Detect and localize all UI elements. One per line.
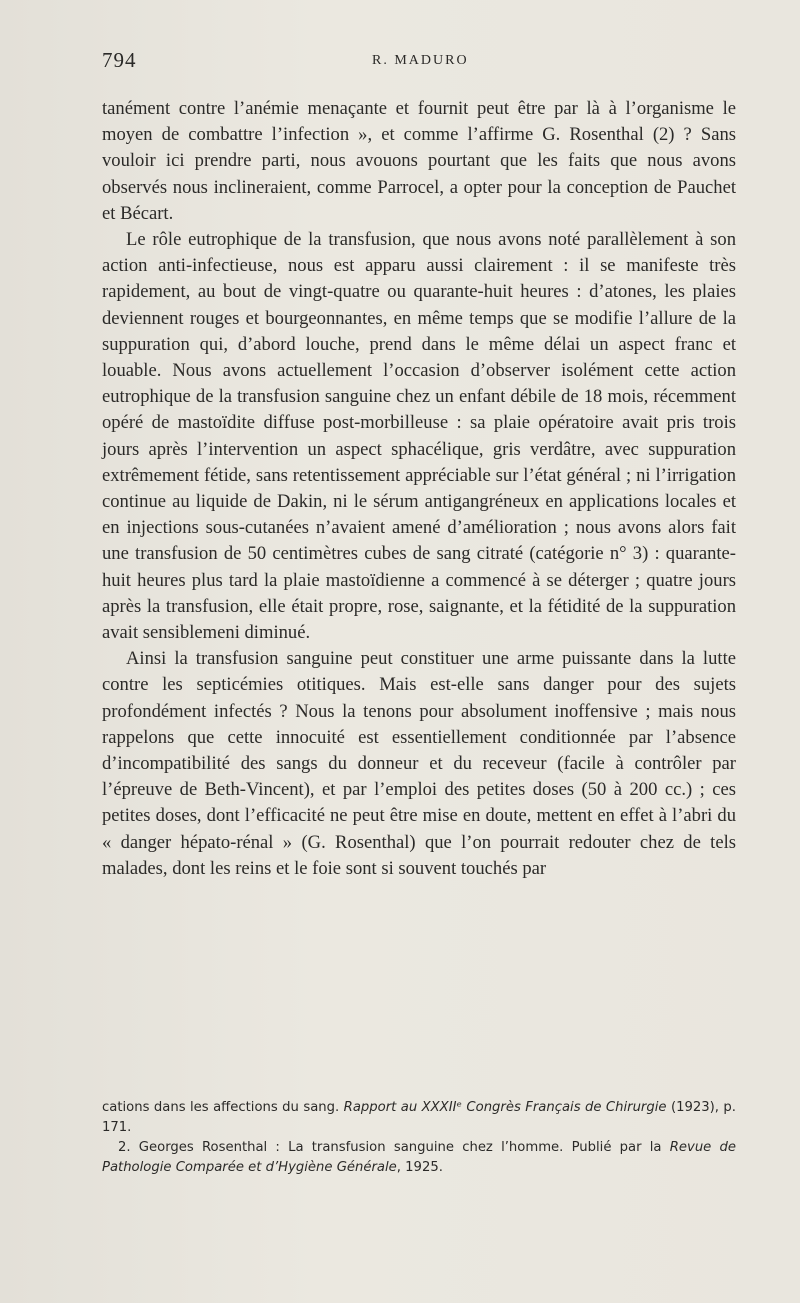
footnotes: [102, 1098, 736, 1178]
paragraph-eutrophic-role: Le rôle eutrophique de la transfusion, que nous avons noté parallèlement à son action anti-infectieuse, nous est apparu aussi clairement : il se manifeste très rapidement, au bout de vingt-quatre ou quarante-huit heures : d’atones, les plaies deviennent rouges et bourgeonnantes, en même temps que se modifie l’allure de la suppuration qui, d’abord louche, prend dans le même délai un aspect franc et louable. Nous avons actuellement l’occasion d’observer isolément cette action eutrophique de la transfusion sanguine chez un enfant débile de 18 mois, récemment opéré de mastoïdite diffuse post-morbilleuse : sa plaie opératoire avait pris trois jours après l’intervention un aspect sphacélique, gris verdâtre, avec suppuration extrêmement fétide, sans retentissement appréciable sur l’état général ; ni l’irrigation continue au liquide de Dakin, ni le sérum antigangréneux en applications locales et en injections sous-cutanées n’avaient amené d’amélioration ; nous avons alors fait une transfusion de 50 centimètres cubes de sang citraté (catégorie n° 3) : quarante-huit heures plus tard la plaie mastoïdienne a commencé à se déterger ; quatre jours après la transfusion, elle était propre, rose, saignante, et la fétidité de la suppuration avait sensiblemeni diminué.: [102, 229, 736, 644]
footnote-1-tail: (1923), p. 171.: [102, 1100, 736, 1135]
footnote-1-italic: Rapport au XXXIIᵉ Congrès Français de Chirurgie: [343, 1100, 667, 1115]
page-number: 794: [102, 48, 137, 72]
paragraph-transfusion-safety: Ainsi la transfusion sanguine peut constituer une arme puissante dans la lutte contre les septicémies otitiques. Mais est-elle sans danger pour des sujets profondément infectés ? Nous la tenons pour absolument inoffensive ; mais nous rappelons que cette innocuité est essentiellement conditionnée par l’absence d’incompatibilité des sangs du donneur et du receveur (facile à contrôler par l’épreuve de Beth-Vincent), et par l’emploi des petites doses (50 à 200 cc.) ; ces petites doses, dont l’efficacité ne peut être mise en doute, mettent en effet à l’abri du « danger hépato-rénal » (G. Rosenthal) que l’on pourrait redouter chez de tels malades, dont les reins et le foie sont si souvent touchés par: [102, 648, 736, 879]
footnote-continued: [102, 1098, 736, 1138]
running-head: R. MADURO: [372, 53, 469, 68]
footnote-2-italic: Revue de Pathologie Comparée et d’Hygiène Générale: [102, 1140, 736, 1175]
page-header: [102, 48, 736, 76]
body-text: [102, 96, 736, 882]
footnote-1-text: cations dans les affections du sang.: [102, 1100, 344, 1115]
footnote-2-tail: , 1925.: [396, 1160, 443, 1175]
paragraph-continued: tanément contre l’anémie menaçante et fournit peut être par là à l’organisme le moyen de combattre l’infection », et comme l’affirme G. Rosenthal (2) ? Sans vouloir ici prendre parti, nous avouons pourtant que les faits que nous avons observés nous inclineraient, comme Parrocel, a opter pour la conception de Pauchet et Bécart.: [102, 98, 736, 224]
footnote-2: [102, 1138, 736, 1178]
footnote-2-text: 2. Georges Rosenthal : La transfusion sanguine chez l’homme. Publié par la: [118, 1140, 670, 1155]
